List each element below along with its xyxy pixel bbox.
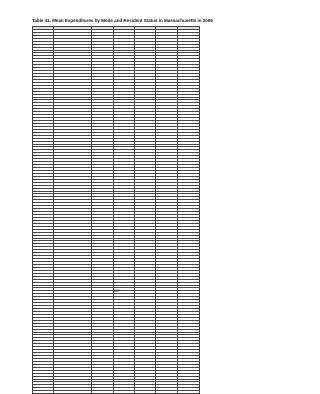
table-row [33,391,200,394]
table-cell [135,391,156,394]
table-body [33,29,200,393]
table-cell [178,391,200,394]
data-table [32,26,200,394]
header-mode: Mode [33,27,54,30]
header-non-resident: Non-Resident [156,27,178,30]
header-per-person: Per Person [178,27,200,30]
table-cell [156,391,178,394]
table-cell [114,391,135,394]
expenditure-table [32,26,199,286]
header-resident: Resident [114,27,135,30]
page-title: Table 41. Mean Expenditures by Mode and Resident Status in Massachusetts in 2006 [32,18,213,23]
table-cell [54,391,92,394]
table-cell [33,391,54,394]
page-number: 102 [113,289,119,293]
table-cell [92,391,114,394]
